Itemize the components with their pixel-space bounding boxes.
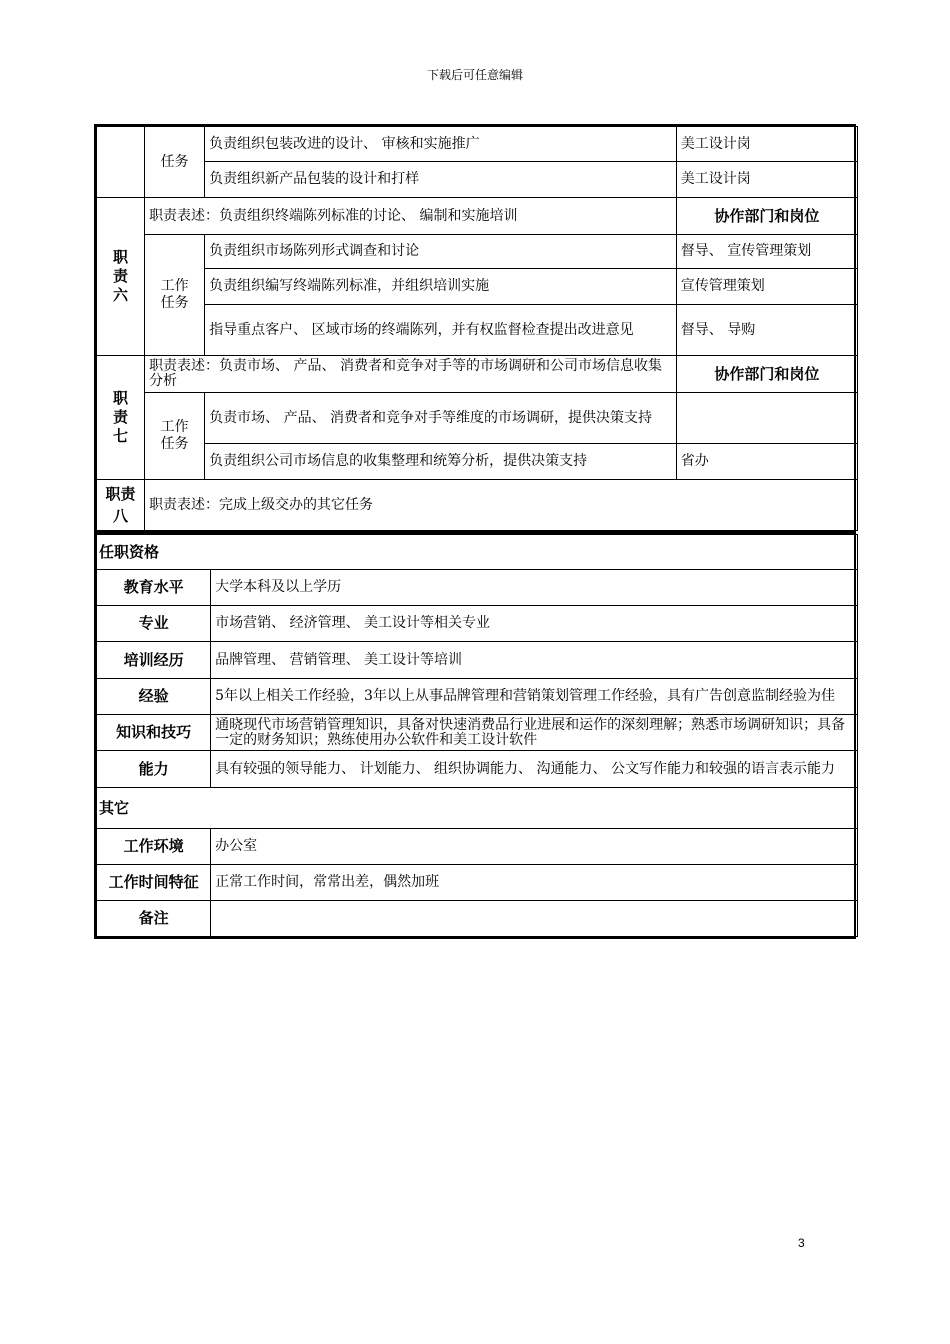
remarks-label: 备注	[97, 901, 211, 937]
work-time-label: 工作时间特征	[97, 865, 211, 901]
knowledge-value: 通晓现代市场营销管理知识，具备对快速消费品行业进展和运作的深刻理解；熟悉市场调研知识；具备一定的财务知识；熟练使用办公软件和美工设计软件	[211, 715, 858, 751]
duty7-collab-header: 协作部门和岗位	[676, 356, 857, 393]
duty7-dept-2: 省办	[676, 444, 857, 480]
duty5-label-cell	[97, 127, 145, 198]
duty6-label: 职 责 六	[97, 198, 145, 356]
duty6-task-label: 工作 任务	[145, 235, 205, 356]
duty6-dept-3: 督导、 导购	[676, 305, 857, 356]
remarks-value	[211, 901, 858, 937]
duty6-collab-header: 协作部门和岗位	[676, 198, 857, 235]
major-label: 专业	[97, 606, 211, 642]
duty7-dept-1	[676, 393, 857, 444]
work-environment-label: 工作环境	[97, 829, 211, 865]
duty6-description: 职责表述：负责组织终端陈列标准的讨论、 编制和实施培训	[145, 198, 677, 235]
duty6-dept-1: 督导、 宣传管理策划	[676, 235, 857, 269]
work-time-value: 正常工作时间，常常出差，偶然加班	[211, 865, 858, 901]
duty7-task-1: 负责市场、 产品、 消费者和竞争对手等维度的市场调研，提供决策支持	[205, 393, 677, 444]
duty5-task-label: 任务	[145, 127, 205, 198]
duty7-task-label: 工作 任务	[145, 393, 205, 480]
qualifications-table	[94, 532, 856, 939]
duty7-description: 职责表述：负责市场、 产品、 消费者和竞争对手等的市场调研和公司市场信息收集分析	[145, 356, 677, 393]
duty5-task-1: 负责组织包装改进的设计、 审核和实施推广	[205, 127, 677, 162]
experience-label: 经验	[97, 679, 211, 715]
duty5-dept-1: 美工设计岗	[676, 127, 857, 162]
training-label: 培训经历	[97, 642, 211, 679]
duty6-dept-2: 宣传管理策划	[676, 269, 857, 305]
qualifications-title: 任职资格	[97, 535, 858, 570]
knowledge-label: 知识和技巧	[97, 715, 211, 751]
other-title: 其它	[97, 788, 858, 829]
page-header: 下载后可任意编辑	[426, 68, 523, 82]
duty8-description: 职责表述：完成上级交办的其它任务	[145, 480, 858, 531]
duty5-task-2: 负责组织新产品包装的设计和打样	[205, 162, 677, 198]
duty6-task-2: 负责组织编写终端陈列标准，并组织培训实施	[205, 269, 677, 305]
duty6-task-1: 负责组织市场陈列形式调查和讨论	[205, 235, 677, 269]
work-environment-value: 办公室	[211, 829, 858, 865]
duty7-label: 职 责 七	[97, 356, 145, 480]
duty5-dept-2: 美工设计岗	[676, 162, 857, 198]
experience-value: 5年以上相关工作经验，3年以上从事品牌管理和营销策划管理工作经验，具有广告创意监制经验为佳	[211, 679, 858, 715]
duty6-task-3: 指导重点客户、 区域市场的终端陈列，并有权监督检查提出改进意见	[205, 305, 677, 356]
education-value: 大学本科及以上学历	[211, 570, 858, 606]
page-number: 3	[798, 1236, 805, 1250]
duty7-task-2: 负责组织公司市场信息的收集整理和统筹分析，提供决策支持	[205, 444, 677, 480]
education-label: 教育水平	[97, 570, 211, 606]
duties-table	[94, 124, 856, 533]
training-value: 品牌管理、 营销管理、 美工设计等培训	[211, 642, 858, 679]
major-value: 市场营销、 经济管理、 美工设计等相关专业	[211, 606, 858, 642]
duty8-label: 职责 八	[97, 480, 145, 531]
ability-label: 能力	[97, 751, 211, 788]
ability-value: 具有较强的领导能力、 计划能力、 组织协调能力、 沟通能力、 公文写作能力和较强的语言表示能力	[211, 751, 858, 788]
